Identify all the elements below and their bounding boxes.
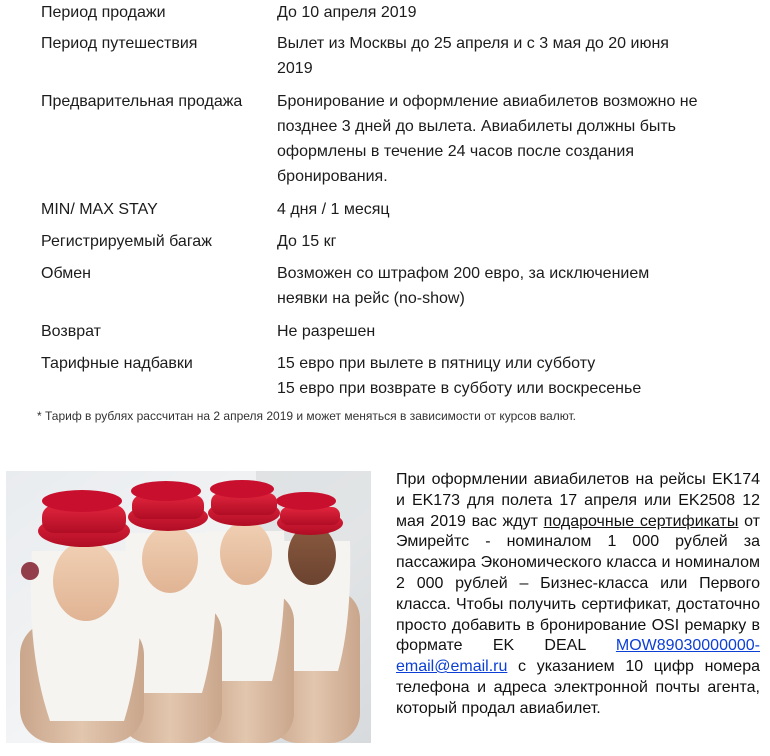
terms-value [277, 197, 737, 222]
fare-footnote: * Тариф в рублях рассчитан на 2 апреля 2019 и может меняться в зависимости от курсов валют. [37, 409, 576, 423]
gift-certificate-promo [396, 470, 760, 720]
terms-value [277, 0, 737, 25]
terms-value [277, 31, 737, 81]
gift-certificates-link[interactable]: подарочные сертификаты [543, 512, 739, 530]
terms-label: MIN/ MAX STAY [41, 201, 158, 218]
terms-value [277, 261, 737, 311]
terms-value-line: Вылет из Москвы до 25 апреля и с 3 мая до 20 июня [277, 35, 669, 52]
terms-label: Тарифные надбавки [41, 355, 193, 372]
terms-label: Обмен [41, 265, 91, 282]
terms-value-line: 15 евро при возврате в субботу или воскресенье [277, 380, 642, 397]
terms-value-line: 4 дня / 1 месяц [277, 201, 390, 218]
terms-label: Период продажи [41, 4, 166, 21]
terms-label: Возврат [41, 323, 101, 340]
promo-text-after: с указанием 10 цифр номера телефона и адреса электронной почты агента, который продал авиабилет. [396, 658, 760, 717]
terms-value [277, 319, 737, 344]
terms-value-line: До 15 кг [277, 233, 337, 250]
promo-text-before: При оформлении авиабилетов на рейсы EK174 и EK173 для полета 17 апреля или EK2508 12 мая 2019 вас ждут [396, 471, 760, 530]
terms-value-line: 15 евро при вылете в пятницу или субботу [277, 355, 596, 372]
terms-label: Регистрируемый багаж [41, 233, 212, 250]
terms-label: Предварительная продажа [41, 93, 243, 110]
cabin-crew-photo [6, 471, 371, 743]
terms-value-line: Бронирование и оформление авиабилетов возможно не [277, 93, 698, 110]
terms-value-line: оформлены в течение 24 часов после создания [277, 143, 634, 160]
cabin-crew-illustration [6, 471, 371, 743]
terms-value-line: бронирования. [277, 168, 388, 185]
terms-value-line: До 10 апреля 2019 [277, 4, 417, 21]
terms-label: Период путешествия [41, 35, 198, 52]
terms-value-line: неявки на рейс (no-show) [277, 290, 465, 307]
terms-value-line: позднее 3 дней до вылета. Авиабилеты должны быть [277, 118, 677, 135]
terms-value-line: 2019 [277, 60, 313, 77]
terms-value [277, 229, 737, 254]
agent-email-link[interactable]: MOW89030000000-email@email.ru [396, 637, 760, 676]
terms-value-line: Не разрешен [277, 323, 376, 340]
terms-value-line: Возможен со штрафом 200 евро, за исключением [277, 265, 650, 282]
terms-value [277, 89, 737, 189]
terms-value [277, 351, 737, 401]
promo-text-middle: от Эмирейтс - номиналом 1 000 рублей за пассажира Экономического класса и номиналом 2 000 рублей – Бизнес-класса или Первого класса. Чтобы получить сертификат, достаточно просто добавить в бронирование OSI ремарку в формате EK DEAL [396, 512, 760, 655]
